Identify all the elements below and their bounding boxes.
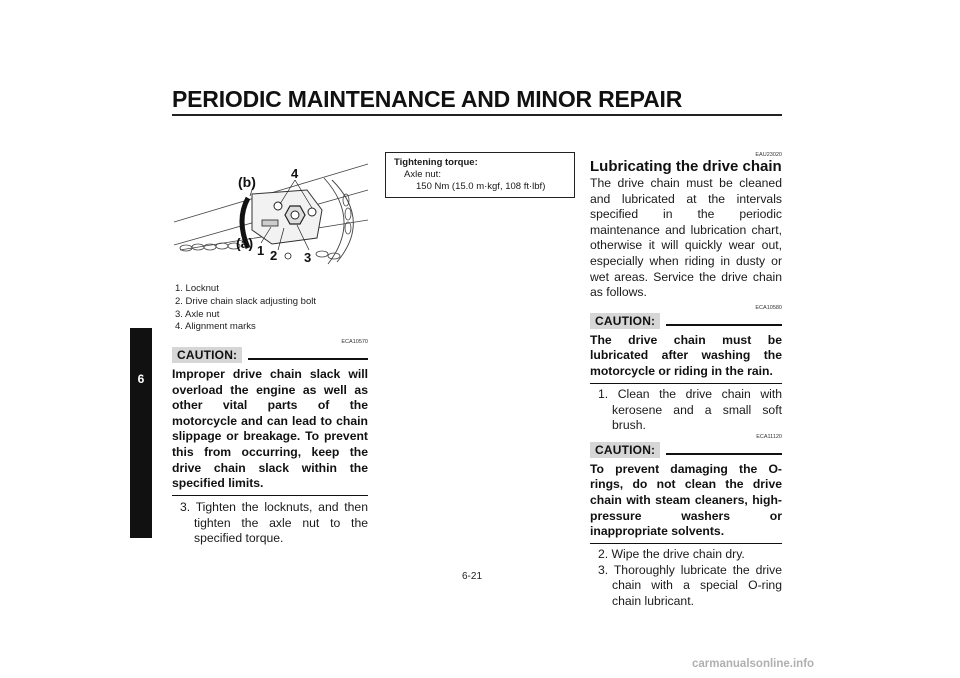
caution-label: CAUTION: [590, 442, 660, 458]
caution-end-rule [172, 495, 368, 497]
figure-legend [175, 283, 316, 334]
caution-text: The drive chain must be lubricated after washing the motorcycle or riding in the rain. [590, 332, 782, 378]
caution-block-2 [590, 305, 782, 384]
caution-end-rule [590, 543, 782, 545]
lubrication-section [590, 152, 782, 610]
header-rule [172, 114, 782, 116]
caution-rule [666, 324, 782, 326]
caution-rule [248, 358, 368, 360]
drive-chain-adjuster-illustration [172, 150, 370, 275]
caution-label: CAUTION: [590, 313, 660, 329]
torque-value: 150 Nm (15.0 m·kgf, 108 ft·lbf) [416, 181, 546, 192]
watermark: carmanualsonline.info [692, 658, 815, 670]
caution-label: CAUTION: [172, 347, 242, 363]
torque-item: Axle nut: [404, 169, 441, 180]
caution-code: ECA10570 [341, 339, 368, 345]
caution-text: To prevent damaging the O-rings, do not clean the drive chain with steam cleaners, high-pressure washers or inappropriate solvents. [590, 461, 782, 539]
fig-label-a: (a) [236, 235, 254, 251]
torque-title: Tightening torque: [394, 157, 478, 168]
chapter-tab-number: 6 [137, 372, 145, 386]
step-1-clean: 1. Clean the drive chain with kerosene and a small soft brush. [598, 387, 782, 433]
legend-item: 2. Drive chain slack adjusting bolt [175, 295, 316, 307]
fig-label-b: (b) [238, 174, 256, 190]
fig-label-4: 4 [291, 166, 299, 181]
caution-text: Improper drive chain slack will overload the engine as well as other vital parts of the motorcycle and can lead to chain slippage or breakage. To prevent this from occurring, keep the drive chain slack within the specified limits. [172, 367, 368, 491]
section-title: Lubricating the drive chain [590, 158, 782, 175]
page-header-title: PERIODIC MAINTENANCE AND MINOR REPAIR [172, 86, 683, 112]
legend-item: 3. Axle nut [175, 308, 220, 320]
step-2-wipe: 2. Wipe the drive chain dry. [598, 547, 745, 562]
step-3-lubricate: 3. Thoroughly lubricate the drive chain with a special O-ring chain lubricant. [598, 562, 782, 609]
caution-rule [666, 453, 782, 455]
caution-code: ECA10580 [755, 304, 782, 311]
chapter-tab [130, 328, 152, 538]
legend-item: 4. Alignment marks [175, 321, 256, 333]
caution-end-rule [590, 383, 782, 385]
section-code: EAU23020 [755, 152, 782, 158]
fig-label-3: 3 [304, 250, 312, 265]
caution-block-3 [590, 434, 782, 544]
legend-item: 1. Locknut [175, 283, 219, 294]
page-number: 6-21 [462, 571, 483, 582]
fig-label-1: 1 [257, 243, 265, 258]
fig-label-2: 2 [270, 248, 278, 263]
caution-block-1 [172, 339, 368, 547]
step-3-tighten: 3. Tighten the locknuts, and then tighten the axle nut to the specified torque. [180, 500, 368, 546]
tightening-torque-box [385, 152, 575, 198]
section-intro: The drive chain must be cleaned and lubricated at the intervals specified in the periodic maintenance and lubrication chart, otherwise it will quickly wear out, especially when riding in dusty or wet areas. Service the drive chain as follows. [590, 176, 782, 300]
caution-code: ECA11120 [756, 433, 782, 440]
